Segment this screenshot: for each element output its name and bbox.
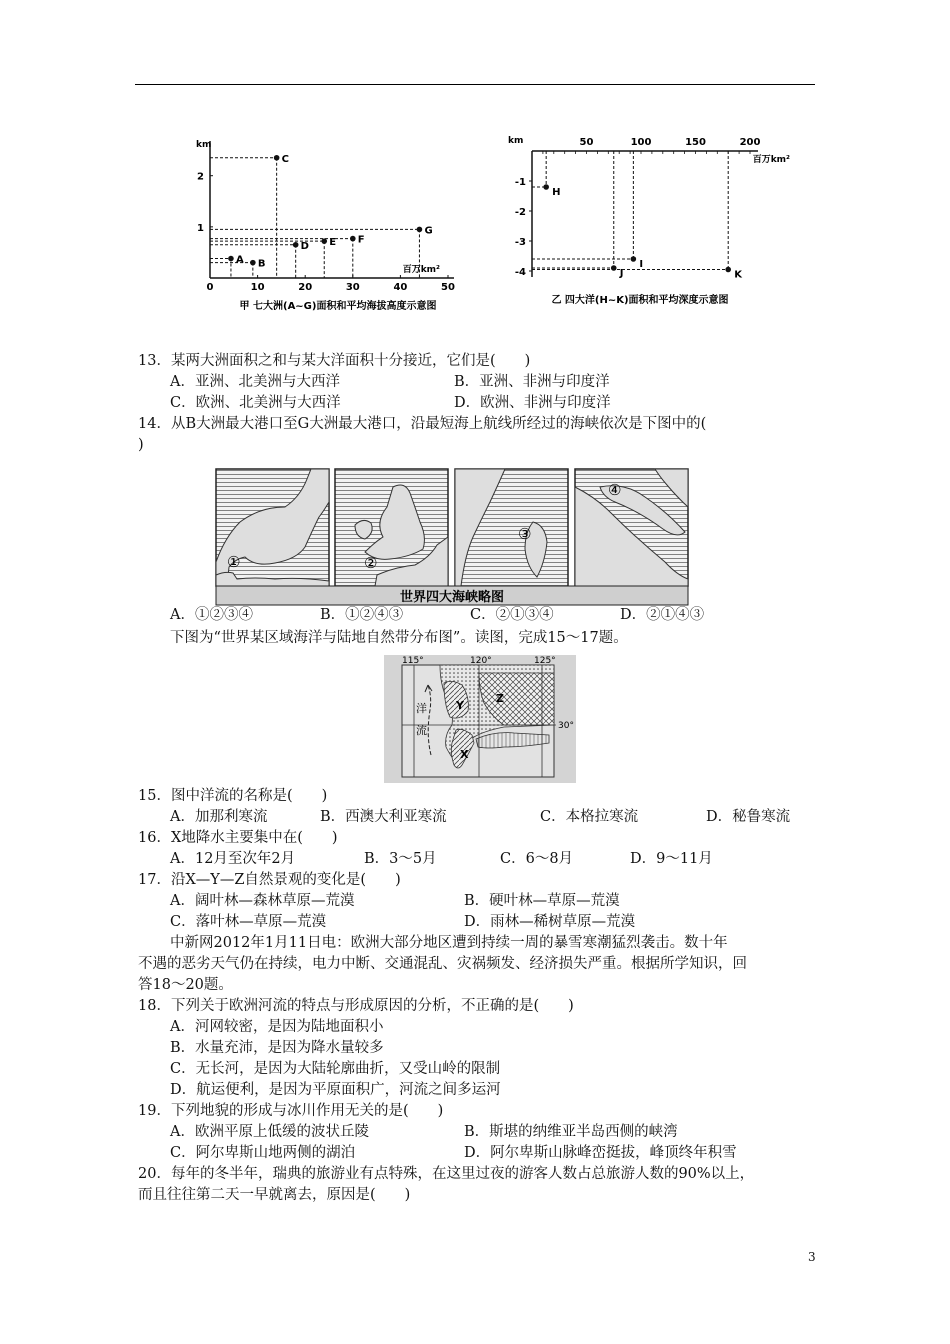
strait-marker-3: ③ (518, 525, 532, 543)
point-D (293, 242, 299, 248)
q15-option-a: A．加那利寒流 (170, 809, 268, 825)
q18-option-c: C．无长河，是因为大陆轮廓曲折，又受山岭的限制 (170, 1061, 501, 1077)
q20-stem: 20．每年的冬半年，瑞典的旅游业有点特殊，在这里过夜的游客人数占总旅游人数的90%以上， (138, 1166, 755, 1182)
point-label-F: F (357, 234, 365, 246)
q13-stem: 13．某两大洲面积之和与某大洋面积十分接近，它们是( ) (138, 353, 531, 369)
x-tick-label: 0 (206, 282, 214, 293)
oceans-chart (500, 135, 800, 315)
q17-option-b: B．硬叶林—草原—荒漠 (464, 893, 620, 909)
label-y: Y (456, 699, 464, 712)
straits-map (215, 467, 691, 607)
point-label-K: K (734, 269, 742, 281)
q14-option-d: D．②①④③ (620, 607, 705, 623)
q17-option-c: C．落叶林—草原—荒漠 (170, 914, 327, 930)
q16-option-b: B．3～5月 (364, 851, 437, 867)
q15-option-c: C．本格拉寒流 (540, 809, 639, 825)
lon-125: 125° (534, 656, 556, 666)
point-label-B: B (257, 258, 266, 270)
q15-stem: 15．图中洋流的名称是( ) (138, 788, 328, 804)
q19-option-b: B．斯堪的纳维亚半岛西侧的峡湾 (464, 1124, 678, 1140)
x-tick-label: 50 (441, 282, 455, 293)
q14-stem: 14．从B大洲最大港口至G大洲最大港口，沿最短海上航线所经过的海峡依次是下图中的( (138, 416, 707, 432)
strait-marker-4: ④ (608, 481, 622, 499)
chart-caption: 乙 四大洋(H~K)面积和平均深度示意图 (551, 295, 729, 306)
point-label-I: I (639, 259, 644, 270)
point-label-H: H (552, 187, 561, 198)
q14-option-c: C．②①③④ (470, 607, 554, 623)
y-tick-label: -2 (514, 207, 526, 218)
q16-option-d: D．9～11月 (630, 851, 713, 867)
point-I (631, 256, 637, 262)
header-rule (135, 84, 815, 85)
label-z: Z (496, 692, 504, 705)
point-label-A: A (235, 254, 244, 266)
q19-option-c: C．阿尔卑斯山地两侧的湖泊 (170, 1145, 356, 1161)
point-G (417, 227, 423, 233)
page-number: 3 (808, 1250, 816, 1264)
q17-stem: 17．沿X—Y—Z自然景观的变化是( ) (138, 872, 401, 888)
q14-option-b: B．①②④③ (320, 607, 404, 623)
y-axis-label: km (196, 140, 212, 150)
q15-option-b: B．西澳大利亚寒流 (320, 809, 447, 825)
y-tick-label: -4 (514, 267, 526, 278)
region-map (384, 655, 576, 783)
x-tick-label: 40 (393, 282, 408, 293)
q13-option-b: B．亚洲、非洲与印度洋 (454, 374, 610, 390)
lon-115: 115° (402, 656, 424, 666)
q18-option-a: A．河网较密，是因为陆地面积小 (170, 1019, 384, 1035)
strait-marker-1: ① (227, 553, 241, 571)
y-tick-label: 1 (197, 222, 204, 234)
point-label-C: C (281, 153, 289, 165)
news-line-1: 中新网2012年1月11日电：欧洲大部分地区遭到持续一周的暴雪寒潮猛烈袭击。数十年 (170, 935, 728, 951)
straits-map-caption: 世界四大海峡略图 (399, 590, 505, 605)
point-E (321, 238, 327, 244)
ocean-current-label-1: 洋 (416, 702, 427, 715)
lon-120: 120° (470, 656, 492, 666)
news-line-2: 不遇的恶劣天气仍在持续，电力中断、交通混乱、灾祸频发、经济损失严重。根据所学知识，回 (138, 956, 747, 972)
x-tick-label: 30 (345, 282, 360, 293)
intro-15-17: 下图为“世界某区域海洋与陆地自然带分布图”。读图，完成15～17题。 (170, 630, 628, 646)
q18-option-b: B．水量充沛，是因为降水量较多 (170, 1040, 384, 1056)
q13-option-c: C．欧洲、北美洲与大西洋 (170, 395, 341, 411)
label-x: X (460, 748, 469, 761)
q16-option-c: C．6～8月 (500, 851, 574, 867)
point-K (725, 267, 731, 273)
point-label-G: G (424, 225, 433, 237)
x-tick-label: 10 (250, 282, 265, 293)
x-axis-label: 百万km² (752, 155, 790, 165)
q16-stem: 16．X地降水主要集中在( ) (138, 830, 338, 846)
y-tick-label: -1 (514, 177, 526, 188)
q18-option-d: D．航运便利，是因为平原面积广，河流之间多运河 (170, 1082, 501, 1098)
x-tick-label: 20 (298, 282, 313, 293)
q19-option-a: A．欧洲平原上低缓的波状丘陵 (170, 1124, 369, 1140)
y-tick-label: -3 (514, 237, 526, 248)
point-C (274, 155, 280, 161)
strait-marker-2: ② (364, 554, 378, 572)
ocean-current-label-2: 流 (416, 724, 427, 737)
q19-option-d: D．阿尔卑斯山脉峰峦挺拔，峰顶终年积雪 (464, 1145, 737, 1161)
q19-stem: 19．下列地貌的形成与冰川作用无关的是( ) (138, 1103, 444, 1119)
q20-stem-2: 而且往往第二天一早就离去，原因是( ) (138, 1187, 411, 1203)
lat-30: 30° (558, 721, 574, 731)
point-F (350, 236, 356, 242)
q15-option-d: D．秘鲁寒流 (706, 809, 791, 825)
q14-stem-end: ) (138, 437, 144, 453)
q13-option-d: D．欧洲、非洲与印度洋 (454, 395, 611, 411)
point-A (228, 256, 234, 262)
q14-option-a: A．①②③④ (170, 607, 253, 623)
q18-stem: 18．下列关于欧洲河流的特点与形成原因的分析，不正确的是( ) (138, 998, 574, 1014)
point-B (250, 260, 256, 266)
chart-caption: 甲 七大洲(A~G)面积和平均海拔高度示意图 (239, 301, 437, 312)
q17-option-a: A．阔叶林—森林草原—荒漠 (170, 893, 355, 909)
x-tick-label: 100 (630, 137, 652, 148)
q16-option-a: A．12月至次年2月 (170, 851, 296, 867)
point-label-D: D (300, 240, 309, 252)
y-axis-label: km (508, 136, 524, 146)
x-axis-label: 百万km² (402, 265, 440, 275)
x-tick-label: 200 (739, 137, 761, 148)
x-tick-label: 150 (685, 137, 706, 148)
q17-option-d: D．雨林—稀树草原—荒漠 (464, 914, 636, 930)
point-label-E: E (329, 237, 337, 249)
point-H (543, 184, 549, 190)
x-tick-label: 50 (579, 137, 594, 148)
q13-option-a: A．亚洲、北美洲与大西洋 (170, 374, 340, 390)
news-line-3: 答18～20题。 (138, 977, 233, 993)
point-label-J: J (619, 268, 624, 279)
y-tick-label: 2 (197, 171, 204, 183)
continents-chart (188, 135, 488, 315)
